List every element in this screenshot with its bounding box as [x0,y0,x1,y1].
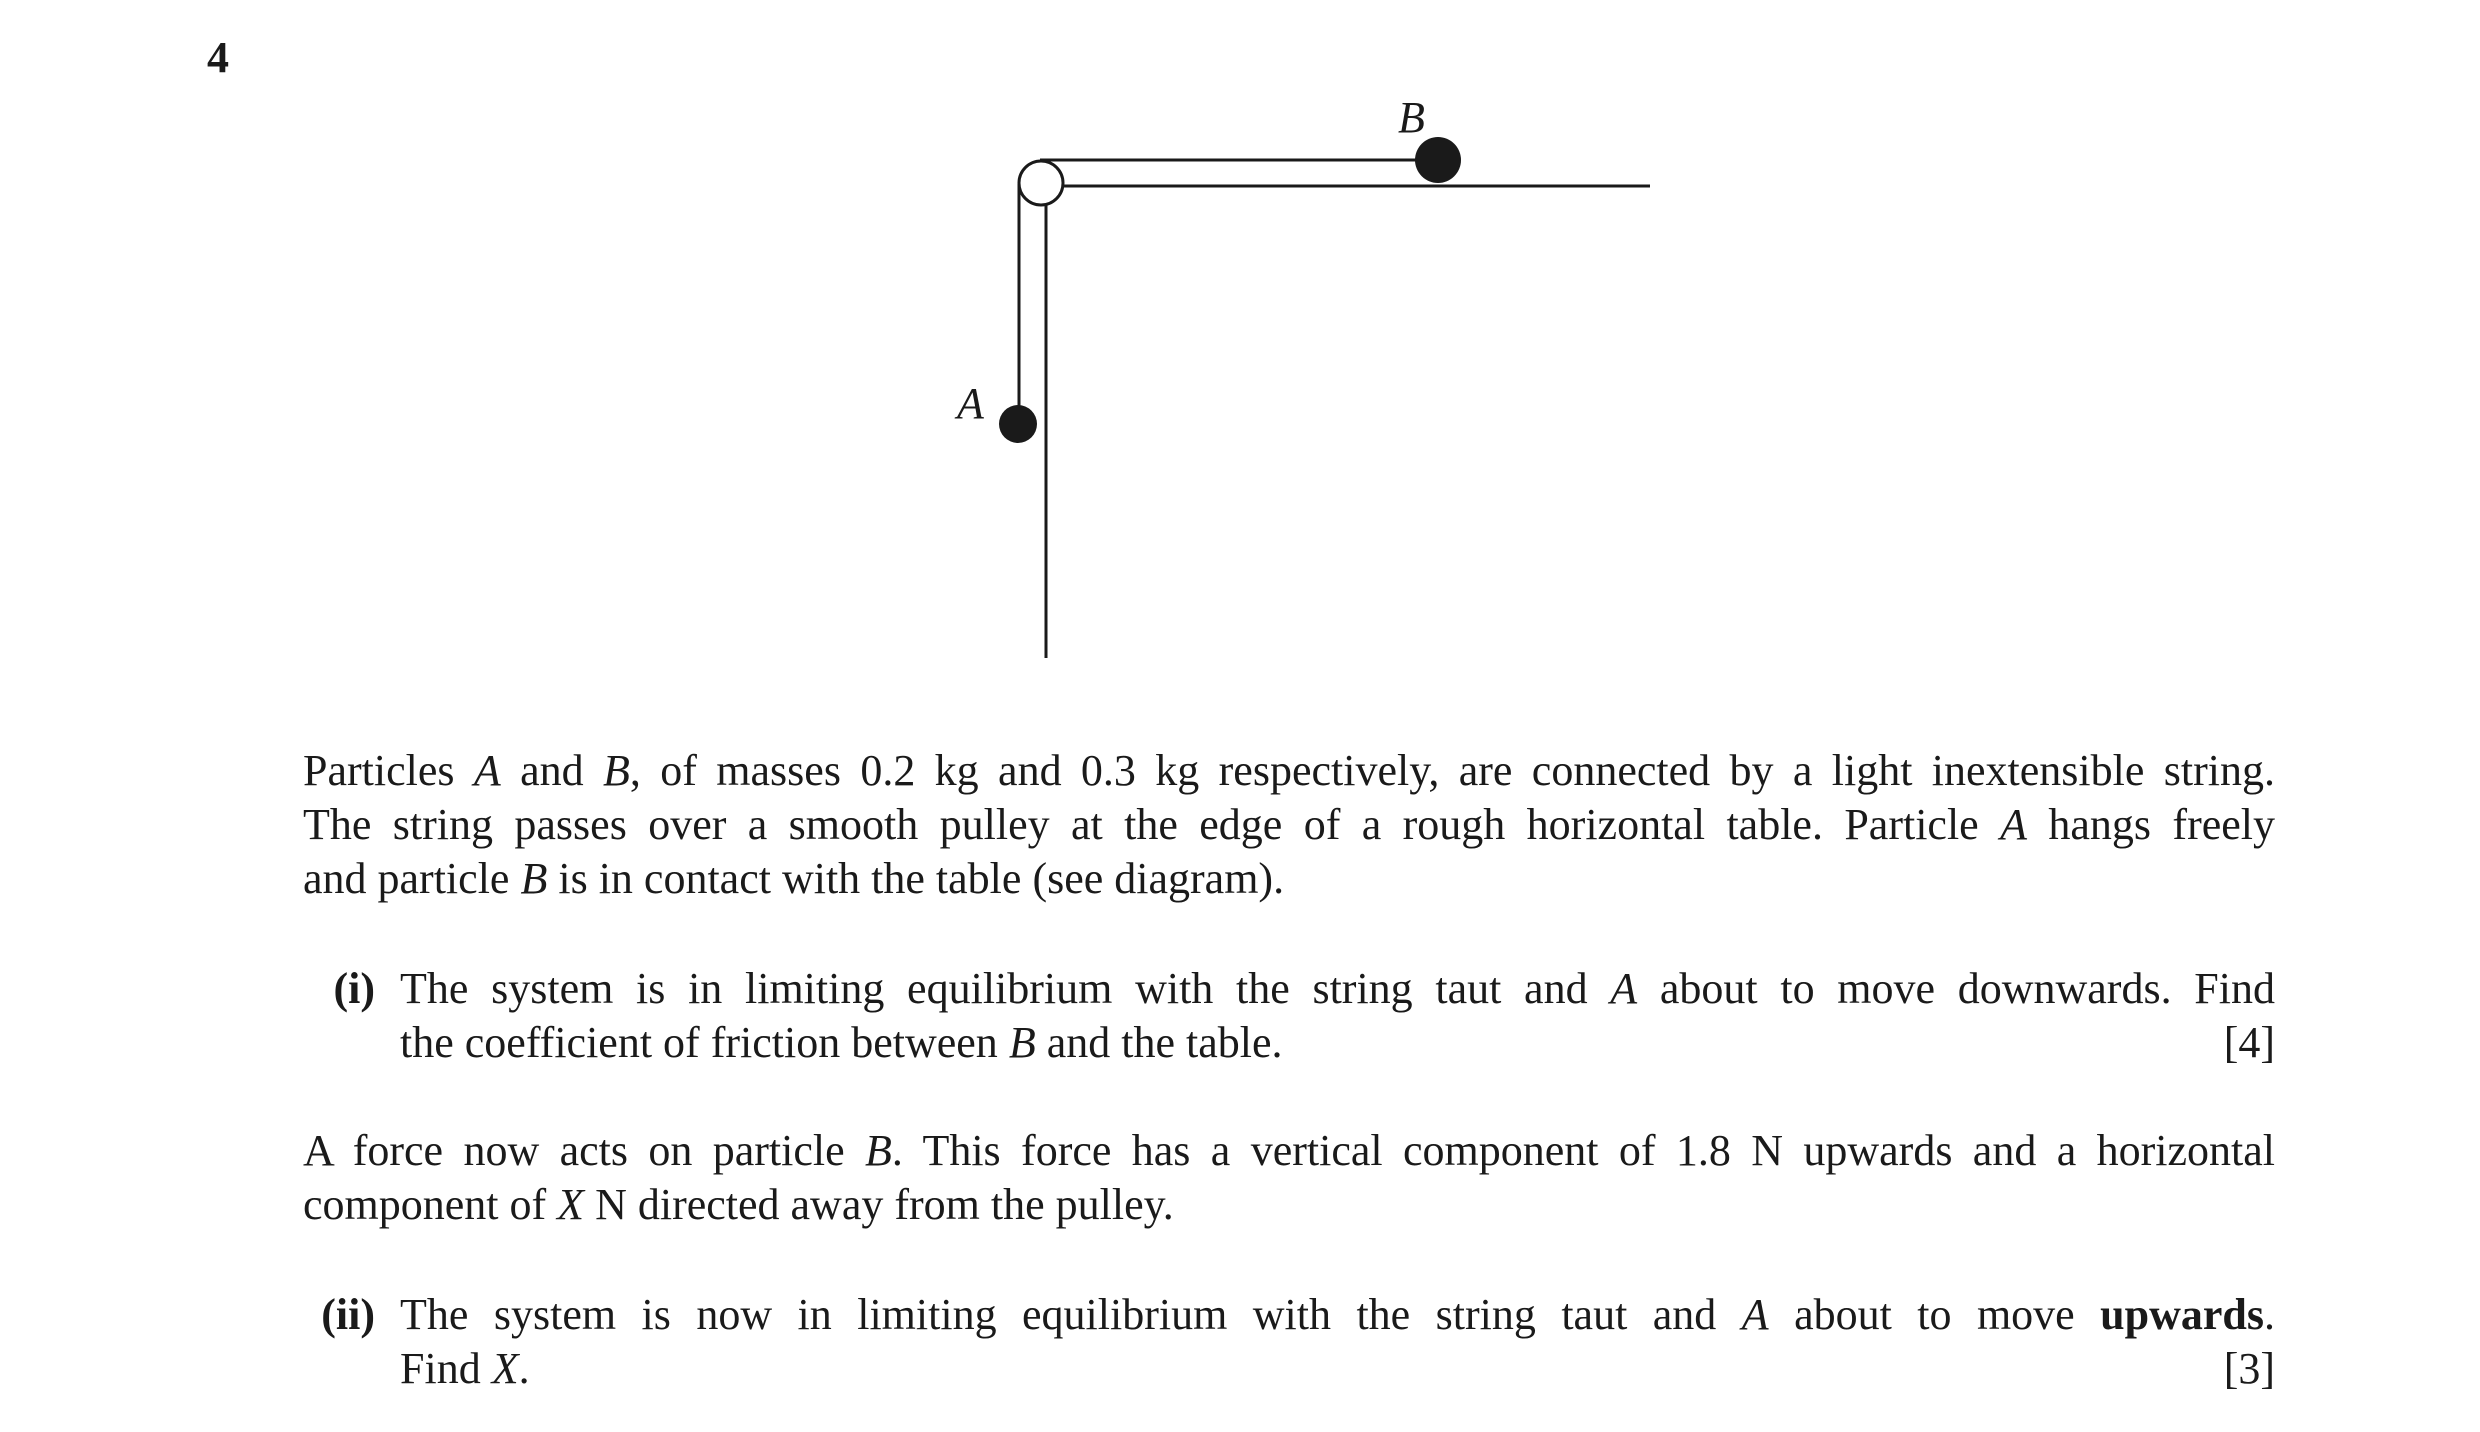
part-ii-line-2: Find X. [3] [400,1342,2275,1396]
part-ii-marks: [3] [2223,1344,2275,1393]
middle-line-2: component of X N directed away from the pulley. [303,1180,1174,1229]
part-i-line-1: The system is in limiting equilibrium with the string taut and A about to move downwards. Find [400,964,2275,1013]
part-i-label: (i) [333,964,375,1013]
middle-line-1: A force now acts on particle B. This force has a vertical component of 1.8 N upwards and a horizontal [303,1126,2275,1175]
part-ii-body [400,1288,2275,1396]
intro-paragraph [303,744,2275,906]
middle-paragraph [303,1124,2275,1232]
part-i-body [400,962,2275,1070]
intro-line-1: Particles A and B, of masses 0.2 kg and 0.3 kg respectively, are connected by a light inextensible string. [303,746,2275,795]
label-a: A [957,379,984,428]
intro-line-3: and particle B is in contact with the table (see diagram). [303,854,1285,903]
part-i-marks: [4] [2223,1018,2275,1067]
question-number: 4 [207,33,229,82]
particle-b [1415,137,1461,183]
part-ii-line-1: The system is now in limiting equilibrium with the string taut and A about to move upwards. [400,1290,2275,1339]
label-b: B [1398,93,1425,142]
intro-line-2: The string passes over a smooth pulley at the edge of a rough horizontal table. Particle A hangs freely [303,800,2276,849]
pulley [1019,161,1063,205]
particle-a [999,405,1037,443]
part-i-line-2: the coefficient of friction between B and the table. [4] [400,1016,2275,1070]
pulley-diagram [0,0,2480,700]
part-ii-label: (ii) [321,1290,375,1339]
